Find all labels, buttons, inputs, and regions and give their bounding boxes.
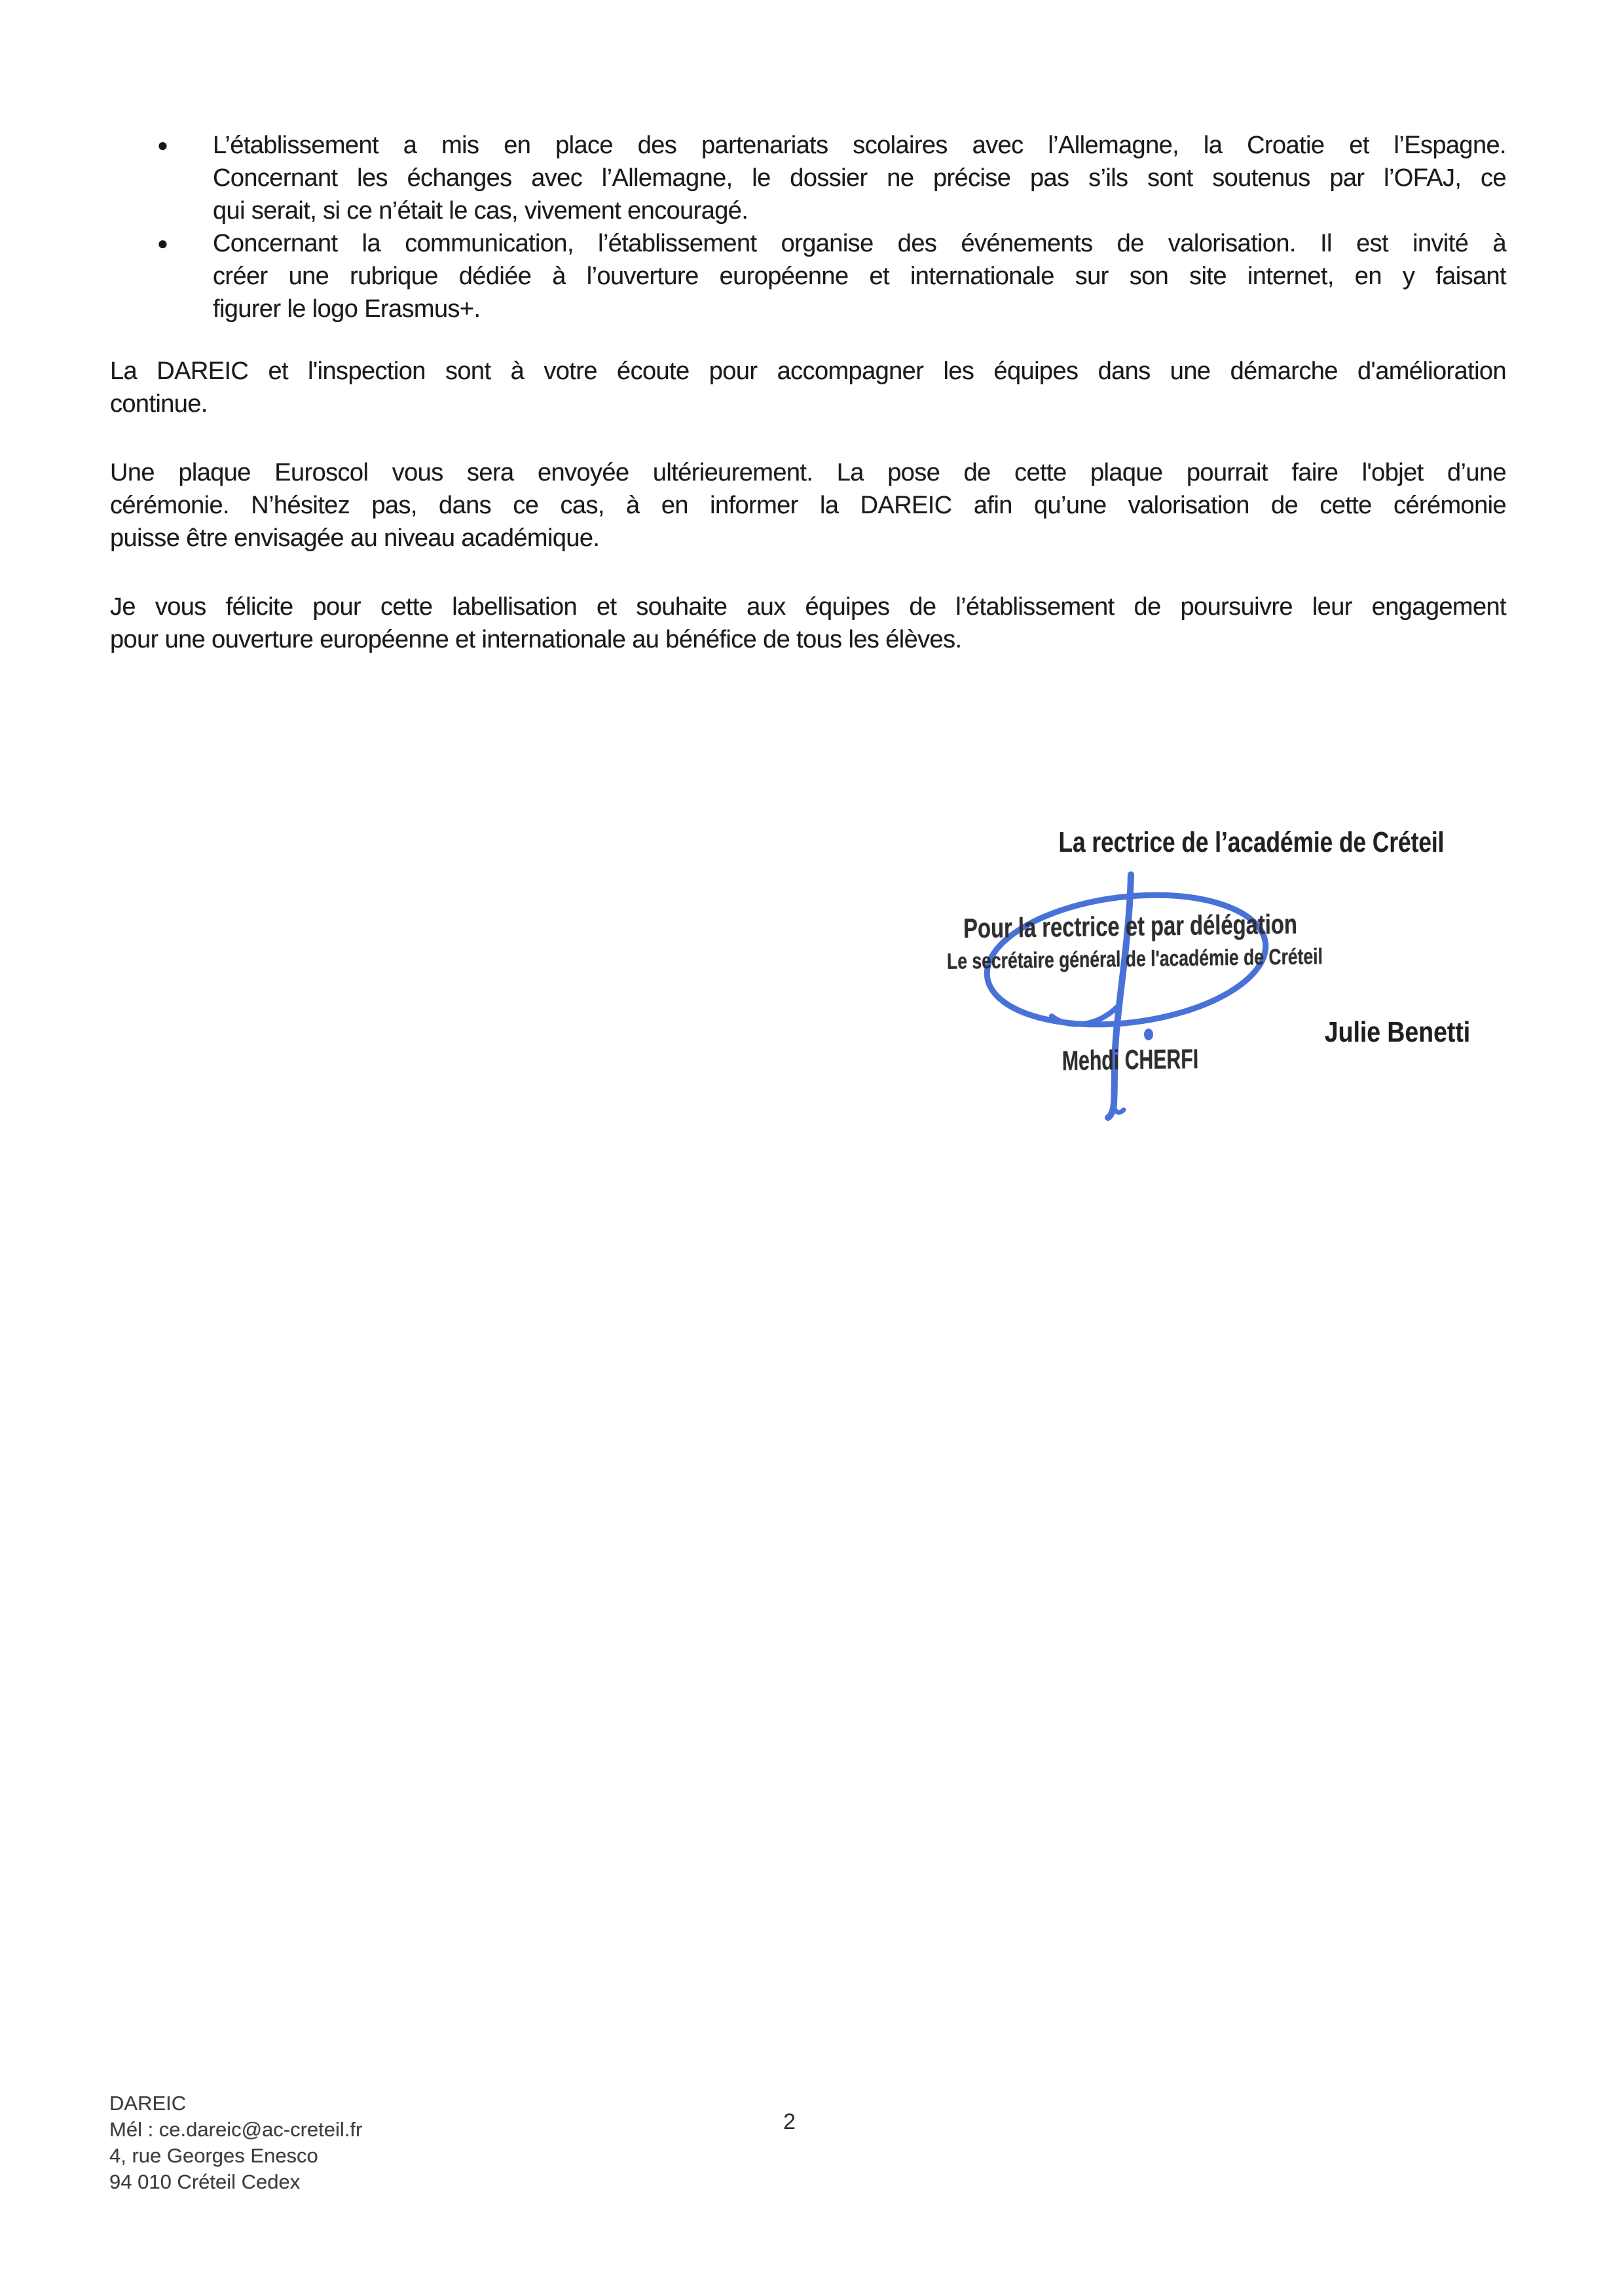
- bullet-item: [110, 129, 1506, 227]
- stamp-line-1: Pour la rectrice et par délégation: [963, 908, 1298, 944]
- signature-title: La rectrice de l’académie de Créteil: [1058, 826, 1445, 858]
- paragraph-line: Je vous félicite pour cette labellisation et souhaite aux équipes de l’établissement de poursuivre leur engagement: [110, 593, 1506, 621]
- paragraph: [110, 355, 1506, 420]
- paragraph-line: Une plaque Euroscol vous sera envoyée ultérieurement. La pose de cette plaque pourrait faire l'objet d’une: [110, 459, 1506, 486]
- bullet-list: [110, 129, 1506, 325]
- footer-city: 94 010 Créteil Cedex: [109, 2170, 301, 2193]
- paragraph: [110, 591, 1506, 656]
- stamp-name: Mehdi CHERFI: [1061, 1043, 1199, 1076]
- footer-service: DAREIC: [109, 2092, 187, 2115]
- signer-name: Julie Benetti: [1324, 1016, 1471, 1048]
- signature-ink: [950, 851, 1316, 1139]
- bullet-line: Concernant la communication, l’établissement organise des événements de valorisation. Il est invité à: [213, 230, 1506, 257]
- bullet-line: créer une rubrique dédiée à l’ouverture européenne et internationale sur son site internet, en y faisant: [213, 263, 1506, 290]
- bullet-line: Concernant les échanges avec l’Allemagne, le dossier ne précise pas s’ils sont soutenus par l’OFAJ, ce: [213, 164, 1506, 192]
- bullet-line: figurer le logo Erasmus+.: [213, 295, 481, 323]
- bullet-text: [213, 227, 1506, 325]
- footer-email: Mél : ce.dareic@ac-creteil.fr: [109, 2118, 363, 2141]
- bullet-item: [110, 227, 1506, 325]
- stamp-line-2: Le secrétaire général de l'académie de Créteil: [946, 944, 1323, 974]
- paragraph-line: cérémonie. N’hésitez pas, dans ce cas, à en informer la DAREIC afin qu’une valorisation de cette cérémonie: [110, 492, 1506, 519]
- paragraph-line: pour une ouverture européenne et internationale au bénéfice de tous les élèves.: [110, 626, 962, 653]
- bullet-text: [213, 129, 1506, 227]
- bullet-line: L’établissement a mis en place des partenariats scolaires avec l’Allemagne, la Croatie et l’Espagne.: [213, 132, 1506, 159]
- bullet-line: qui serait, si ce n’était le cas, vivement encouragé.: [213, 197, 748, 225]
- signature-hook-stroke: [1114, 1101, 1124, 1112]
- paragraph-line: continue.: [110, 390, 208, 418]
- paragraph-line: La DAREIC et l'inspection sont à votre écoute pour accompagner les équipes dans une démarche d'amélioration: [110, 357, 1506, 385]
- footer: [109, 2090, 362, 2195]
- bullet-icon: ●: [157, 233, 168, 253]
- paragraph-line: puisse être envisagée au niveau académique.: [110, 524, 600, 552]
- paragraph: [110, 456, 1506, 555]
- page-number: 2: [783, 2109, 796, 2134]
- footer-street: 4, rue Georges Enesco: [109, 2144, 318, 2167]
- bullet-icon: ●: [157, 135, 168, 155]
